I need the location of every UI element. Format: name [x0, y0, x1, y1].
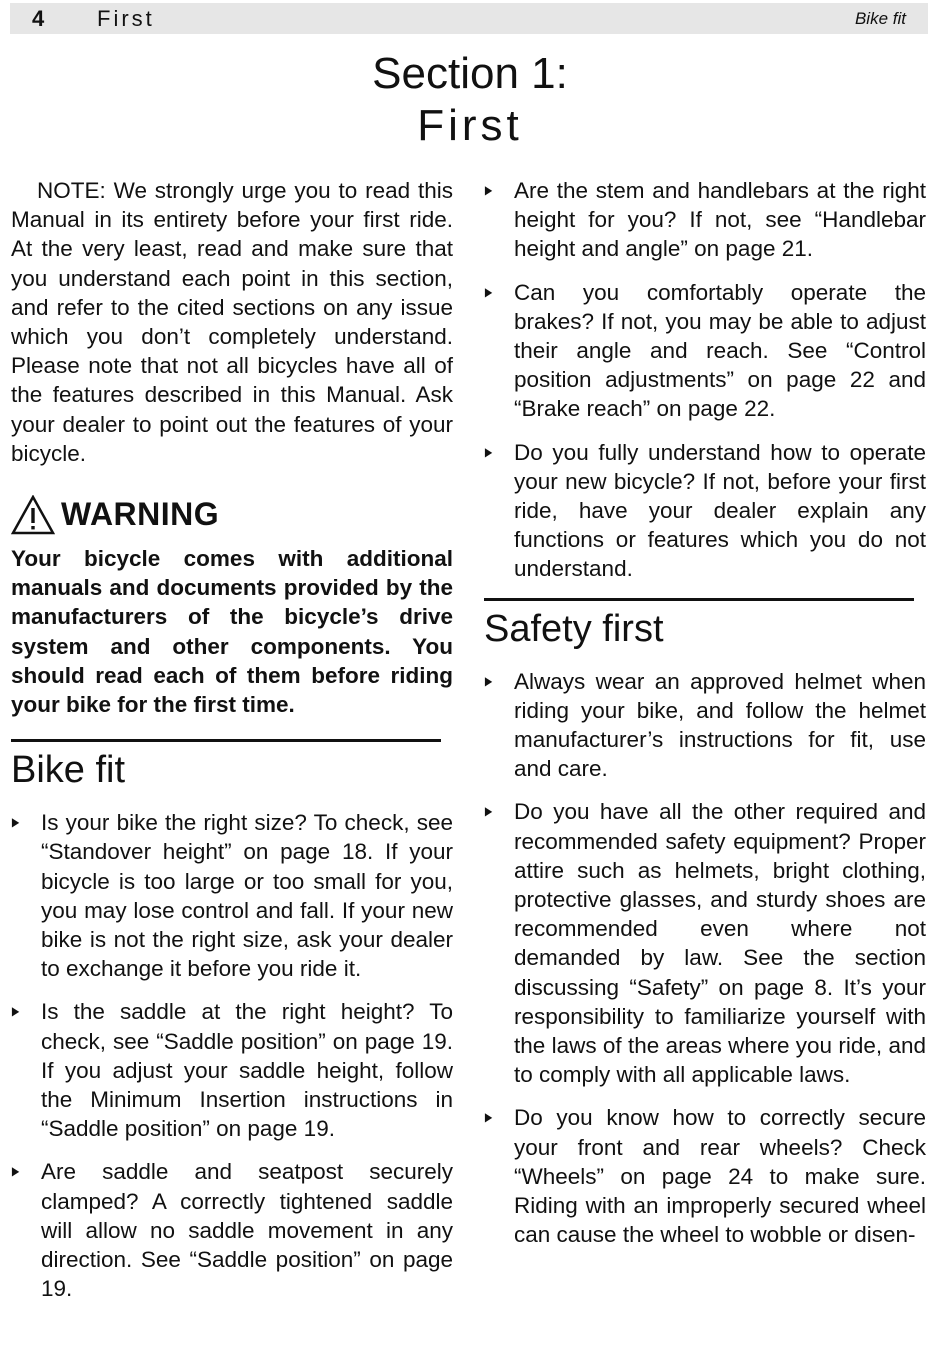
- list-item: [484, 667, 926, 784]
- list-item-text: Can you comfortably operate the brakes? If not, you may be able to adjust their angle and reach. See “Control position adjustments” on page 22 and “Brake reach” on page 22.: [514, 279, 926, 422]
- triangle-right-icon: ▶: [484, 444, 493, 459]
- section-rule: [484, 598, 914, 601]
- list-item: [484, 438, 926, 584]
- bike-fit-heading: Bike fit: [11, 749, 126, 792]
- triangle-right-icon: ▶: [484, 284, 493, 299]
- list-item-text: Are saddle and seatpost securely clamped? A correctly tightened saddle will allow no saddle movement in any direction. See “Saddle position” on page 19.: [41, 1159, 453, 1302]
- note-paragraph: NOTE: We strongly urge you to read this Manual in its entirety before your first ride. At the very least, read and make sure that you understand each point in this section, and refer to the cited sections on any issue which you don’t completely understand. Please note that not all bicycles have all of the features described in this Manual. Ask your dealer to point out the features of your bicycle.: [11, 178, 453, 466]
- list-item: [484, 797, 926, 1089]
- list-item: [11, 808, 453, 983]
- list-item-text: Is your bike the right size? To check, see “Standover height” on page 18. If your bicycle is too large or too small for you, you may lose control and fall. If your new bike is not the right size, ask your dealer to exchange it before you ride it.: [41, 810, 453, 982]
- list-item: [484, 278, 926, 424]
- warning-triangle-icon: [11, 495, 55, 535]
- section-rule: [11, 739, 441, 742]
- chapter-name: First: [97, 6, 155, 31]
- triangle-right-icon: ▶: [11, 815, 20, 830]
- triangle-right-icon: ▶: [484, 1110, 493, 1125]
- list-item: [484, 176, 926, 264]
- section-title: [0, 48, 940, 152]
- triangle-right-icon: ▶: [484, 673, 493, 688]
- list-item-text: Is the saddle at the right height? To check, see “Saddle position” on page 19. If you adjust your saddle height, follow the Minimum Insertion instructions in “Saddle position” on page 19.: [41, 999, 453, 1142]
- list-item-text: Always wear an approved helmet when riding your bike, and follow the helmet manufacturer’s instructions for fit, use and care.: [514, 668, 926, 782]
- list-item: [484, 1103, 926, 1249]
- triangle-right-icon: ▶: [484, 183, 493, 197]
- warning-heading: [11, 492, 453, 538]
- triangle-right-icon: ▶: [11, 1004, 20, 1019]
- triangle-right-icon: ▶: [11, 1164, 20, 1179]
- triangle-right-icon: ▶: [484, 804, 493, 819]
- list-item-text: Are the stem and handlebars at the right height for you? If not, see “Handlebar height and angle” on page 21.: [514, 178, 926, 262]
- warning-title: WARNING: [61, 496, 220, 533]
- list-item-text: Do you fully understand how to operate your new bicycle? If not, before your first ride, have your dealer explain any functions or features which you do not understand.: [514, 439, 926, 582]
- list-item: [11, 1157, 453, 1303]
- page-number: 4: [32, 6, 45, 31]
- right-column: [484, 176, 926, 1264]
- safety-first-heading: Safety first: [484, 607, 664, 650]
- section-title-line1: Section 1:: [372, 49, 568, 98]
- running-head: Bike fit: [854, 9, 906, 28]
- list-item-text: Do you have all the other required and recommended safety equipment? Proper attire such as helmets, bright clothing, protective glasses, and sturdy shoes are recommended even where not demanded by law. See the section discussing “Safety” on page 8. It’s your responsibility to familiarize yourself with the laws of the areas where you ride, and to comply with all applicable laws.: [514, 799, 926, 1088]
- list-item: [11, 997, 453, 1143]
- left-column: [11, 176, 453, 1318]
- section-title-line2: First: [417, 101, 523, 150]
- list-item-text: Do you know how to correctly secure your front and rear wheels? Check “Wheels” on page 24 to make sure. Riding with an improperly secured wheel can cause the wheel to wobble or disen-: [514, 1105, 926, 1248]
- warning-text: Your bicycle comes with additional manuals and documents provided by the manufacturers of the bicycle’s drive system and other components. You should read each of them before riding your bike for the first time.: [11, 546, 453, 718]
